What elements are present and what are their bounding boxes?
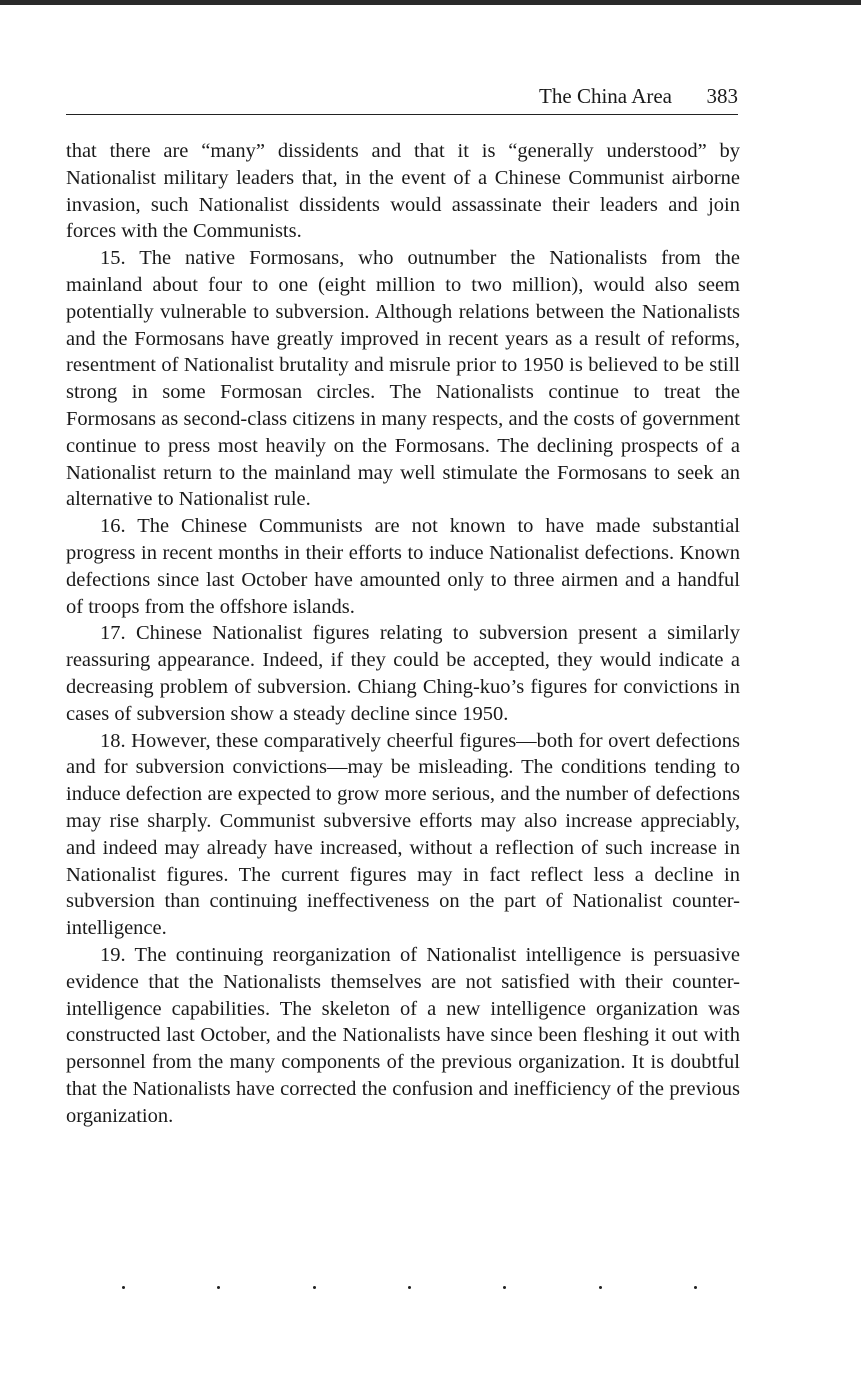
page-top-edge [0, 0, 861, 5]
paragraph-19: 19. The continuing reorganization of Nationalist intelligence is persuasive evidence that the Nationalists themselves are not satisfied with their counter-intelligence capabilities. The skeleton of a new intelligence organization was constructed last October, and the Nationalists have since been fleshing it out with personnel from the many components of the previous organization. It is doubtful that the Nationalists have corrected the confusion and inefficiency of the previous organization. [66, 943, 740, 1127]
ellipsis-dots [122, 1286, 694, 1296]
ellipsis-dot [599, 1286, 602, 1289]
ellipsis-dot [408, 1286, 411, 1289]
body-text [66, 138, 740, 1129]
ellipsis-dot [217, 1286, 220, 1289]
paragraph-continuation: that there are “many” dissidents and that it is “generally understood” by Nationalist military leaders that, in the event of a Chinese Communist airborne invasion, such Nationalist dissidents would assassinate their leaders and join forces with the Communists. [66, 140, 740, 243]
paragraph-18: 18. However, these comparatively cheerful figures—both for overt defections and for subversion convictions—may be misleading. The conditions tending to induce defection are expected to grow more serious, and the number of defections may rise sharply. Communist subversive efforts may also increase appreciably, and indeed may already have increased, without a reflection of such increase in Nationalist figures. The current figures may in fact reflect less a decline in subversion than continuing ineffectiveness on the part of Nationalist counter-intelligence. [66, 729, 740, 940]
running-header [66, 84, 738, 115]
paragraph-16: 16. The Chinese Communists are not known to have made substantial progress in recent months in their efforts to induce Nationalist defections. Known defections since last October have amounted only to three airmen and a handful of troops from the offshore islands. [66, 515, 740, 618]
ellipsis-dot [503, 1286, 506, 1289]
paragraph-17: 17. Chinese Nationalist figures relating to subversion present a similarly reassuring appearance. Indeed, if they could be accepted, they would indicate a decreasing problem of subversion. Chiang Ching-kuo’s figures for convictions in cases of subversion show a steady decline since 1950. [66, 622, 740, 725]
paragraph-15: 15. The native Formosans, who outnumber the Nationalists from the mainland about four to one (eight million to two million), would also seem potentially vulnerable to subversion. Although relations between the Nationalists and the Formosans have greatly improved in recent years as a result of reforms, resentment of Nationalist brutality and misrule prior to 1950 is believed to be still strong in some Formosan circles. The Nationalists continue to treat the Formosans as second-class citizens in many respects, and the costs of government continue to press most heavily on the Formosans. The declining prospects of a Nationalist return to the mainland may well stimulate the Formosans to seek an alternative to Nationalist rule. [66, 247, 740, 511]
page-number: 383 [706, 84, 738, 108]
ellipsis-dot [694, 1286, 697, 1289]
ellipsis-dot [313, 1286, 316, 1289]
ellipsis-dot [122, 1286, 125, 1289]
running-header-title: The China Area [539, 84, 672, 108]
